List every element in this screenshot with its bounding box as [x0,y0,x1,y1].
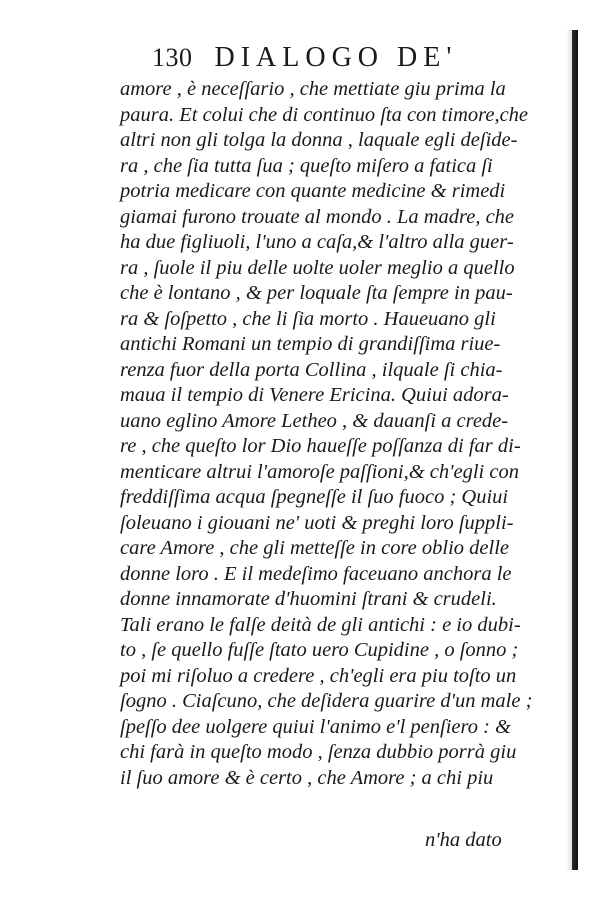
text-line: donne innamorate d'huomini ſtrani & crudeli. [120,588,497,610]
text-line: ſpeſſo dee uolgere quiui l'animo e'l penſiero : & [120,715,511,738]
running-title: DIALOGO DE' [214,42,458,73]
page-edge-shadow [572,30,578,870]
text-line: re , che queſto lor Dio haueſſe poſſanza di far di- [120,435,521,457]
text-line: Tali erano le falſe deità de gli antichi : e io dubi- [120,613,521,636]
catchword: n'ha dato [425,829,502,851]
text-line: ſogno . Ciaſcuno, che deſidera guarire d'un male ; [120,690,533,712]
running-head [152,42,457,74]
text-line: ſoleuano i giouani ne' uoti & preghi loro ſuppli- [120,511,514,534]
text-line: renza fuor della porta Collina , ilquale ſi chia- [120,358,503,381]
text-line: chi farà in queſto modo , ſenza dubbio porrà giu [120,741,517,763]
text-line: ha due figliuoli, l'uno a caſa,& l'altro alla guer- [120,231,514,253]
text-line: uano eglino Amore Letheo , & dauanſi a crede- [120,409,509,432]
text-line: il ſuo amore & è certo , che Amore ; a chi piu [120,766,494,789]
text-line: to , ſe quello fuſſe ſtato uero Cupidine , o ſonno ; [120,639,519,661]
text-line: altri non gli tolga la donna , laquale egli deſide- [120,129,518,151]
text-line: donne loro . E il medeſimo faceuano anchora le [120,562,512,585]
text-line: antichi Romani un tempio di grandiſſima riue- [120,333,501,355]
body-text [120,77,550,791]
text-line: ra , che ſia tutta ſua ; queſto miſero a fatica ſi [120,154,493,177]
text-line: paura. Et colui che di continuo ſta con timore,che [120,103,529,126]
page-number: 130 [152,43,193,72]
text-line: che è lontano , & per loquale ſta ſempre in pau- [120,282,513,304]
text-line: freddiſſima acqua ſpegneſſe il ſuo fuoco ; Quiui [120,486,509,508]
text-line: potria medicare con quante medicine & rimedi [120,180,506,202]
text-line: giamai furono trouate al mondo . La madre, che [120,205,515,228]
text-line: ra & ſoſpetto , che li ſia morto . Haueuano gli [120,307,496,330]
text-line: maua il tempio di Venere Ericina. Quiui adora- [120,384,509,406]
text-line: care Amore , che gli metteſſe in core oblio delle [120,537,509,559]
text-line: poi mi riſoluo a credere , ch'egli era piu toſto un [120,664,517,687]
text-line: menticare altrui l'amoroſe paſſioni,& ch'egli con [120,460,519,483]
text-line: ra , ſuole il piu delle uolte uoler meglio a quello [120,256,515,279]
text-line: amore , è neceſſario , che mettiate giu prima la [120,78,506,100]
